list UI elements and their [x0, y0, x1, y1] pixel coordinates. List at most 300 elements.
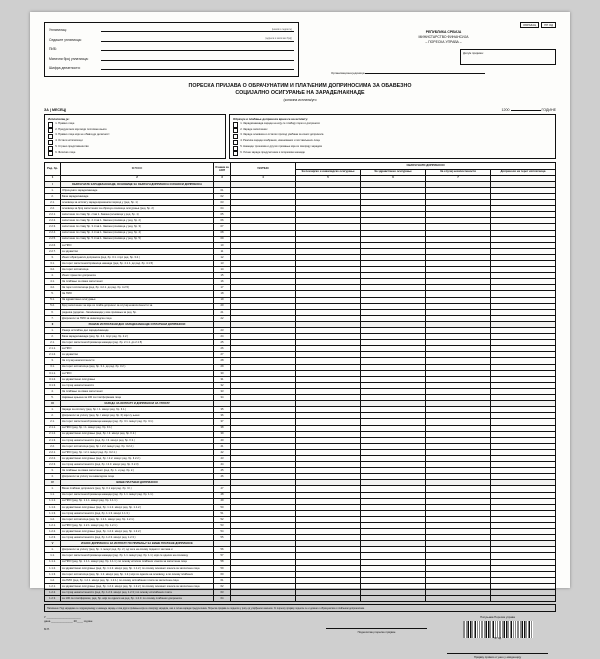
row-aop-code: 29 [214, 364, 231, 370]
row-description: ИЗНОС ДОПРИНОСА ЗА ИСПЛАТУ ПО ПРИМАЊУ ЗА ВИШЕ ПЛАЋЕНЕ ДОПРИНОСЕ [61, 541, 214, 547]
year-value[interactable]: 1200 [501, 107, 510, 112]
row-number: 1. [45, 486, 61, 492]
pib-label: ПИБ: [49, 47, 58, 51]
row-description: за 100 са платформом, ред. бр. који се односи на ред. бр. 1.2.3. по основу плаћених доприноса [61, 596, 214, 602]
checkbox-icon[interactable] [233, 146, 238, 151]
row-number: 1.2.1. [45, 523, 61, 529]
calculation-basis-label: 3. Зараде оснивача и осталих приход увећана за износ доприноса [240, 133, 324, 137]
year-input[interactable] [511, 105, 541, 111]
declaration-table-body [45, 181, 556, 601]
row-description: За плаћање за сваке запосленог (ред. бр. 1. и ред. бр. 2.) [61, 468, 214, 474]
row-number: 1. [45, 547, 61, 553]
row-description: На терет исплатиоца (ред. бр. 1.2.1. минус ред. бр. 1.2.1.) [61, 516, 214, 522]
row-number: 3.1. [45, 364, 61, 370]
org-unit-row[interactable] [331, 68, 556, 75]
payer-type-label: 4. Остали исплатиоци [55, 139, 83, 143]
barcode-caption: ПП ОД [493, 638, 502, 641]
row-aop-code: 55 [214, 535, 231, 541]
checkbox-icon[interactable] [48, 140, 53, 145]
row-aop-code: 17 [214, 285, 231, 291]
row-amount-cell[interactable] [361, 596, 426, 602]
org-unit-input[interactable] [365, 68, 485, 74]
row-description: за случај незапослености (ред. бр. I.3. минус ред. бр. II.3.) [61, 437, 214, 443]
row-description: За плаћање за сваке запосленог [61, 279, 214, 285]
checkbox-icon[interactable] [48, 122, 53, 127]
row-number: 2.2.1. [45, 449, 61, 455]
row-aop-code: 07 [214, 224, 231, 230]
calculation-basis-box [229, 114, 556, 160]
row-aop-code: 52 [214, 516, 231, 522]
row-aop-code: 31 [214, 376, 231, 382]
payer-seat-label: Седиште уплатиоца: [49, 37, 82, 42]
row-description: за здравствено осигурање (ред. бр. 1.1.2. минус ред. бр. 1.1.2.) по основу основног износа за запослена лица [61, 565, 214, 571]
row-aop-code: 34 [214, 395, 231, 401]
footer-right [439, 615, 556, 659]
page-title [44, 83, 556, 97]
col-header-opis: О П И С [61, 163, 214, 175]
checkbox-icon[interactable] [48, 128, 53, 133]
row-aop-code: 40 [214, 437, 231, 443]
col-header-rb: Ред. бр. [45, 163, 61, 175]
row-number: I [45, 181, 61, 187]
checkbox-icon[interactable] [233, 134, 238, 139]
row-description: Доприноси за ПИО за инвалидска лица [61, 315, 214, 321]
row-aop-code: 50 [214, 504, 231, 510]
receipt-date-label: Датум пријема: [463, 51, 484, 56]
row-aop-code: 14 [214, 267, 231, 273]
calculation-basis-label: 2. Зараде запослених [240, 127, 268, 131]
row-number: 3.2. [45, 267, 61, 273]
row-number: 2.1.1. [45, 425, 61, 431]
barcode-icon [463, 621, 533, 638]
row-number: 5.2. [45, 303, 61, 309]
row-number: 2.2.6. [45, 242, 61, 248]
row-description: Више плаћени доприноси (ред. бр. II.1 који ред. бр. I.II.) [61, 486, 214, 492]
row-description: за ПИО (ред. бр. I.1. минус ред. бр. II.1.) [61, 425, 214, 431]
row-description: За терет исплатиоца (ред. бр. 4.2.1. до ред. бр. 4.2.5) [61, 285, 214, 291]
row-description: На терет исплатиоца (ред. бр. 1.2. минус ред. бр. 1.2.) који се односе на основицу, а по основу плаћених [61, 571, 214, 577]
row-aop-code: 28 [214, 358, 231, 364]
colnum-3: 3 [214, 175, 231, 181]
row-aop-code: 48 [214, 492, 231, 498]
row-aop-code: 56 [214, 547, 231, 553]
payer-type-box [44, 114, 226, 160]
row-aop-code: 20 [214, 303, 231, 309]
row-description: запослени по ставу бр. 5 став 1. Закона (основица у ред. бр. 5) [61, 236, 214, 242]
row-number: 2.1.2. [45, 431, 61, 437]
row-number: 1.2. [45, 516, 61, 522]
colnum-1: 1 [45, 175, 61, 181]
form-header [44, 22, 556, 77]
row-amount-cell[interactable] [231, 596, 296, 602]
row-number: 2.1.3. [45, 437, 61, 443]
row-description: Број запослених за које се плаћа допринос за случај незапослености за [61, 303, 214, 309]
row-description: радника (додатак - база/накнада у име примања за ред. бр. [61, 309, 214, 315]
row-description: запослени по ставу бр. 2 став 1. Закона (основица у ред. бр. 2) [61, 218, 214, 224]
row-aop-code: 36 [214, 413, 231, 419]
receiver-label: Пријаву примио и унео у евиденцију [473, 655, 522, 659]
payer-type-label: 1. Правно лице [55, 121, 75, 125]
row-description: основица за број запослених за обрачун основице осигурања (ред. бр. 2) [61, 206, 214, 212]
row-aop-code: 11 [214, 248, 231, 254]
row-aop-code: 35 [214, 407, 231, 413]
row-description: за здравствено осигурање [61, 376, 214, 382]
year-label: ГОДИНЕ [541, 107, 556, 112]
row-description: за здравствено осигурање (ред. бр. 1.2.2. минус ред. бр. 1.2.2.) [61, 529, 214, 535]
org-unit-label: Организациона јединица [331, 71, 365, 76]
country-name: РЕПУБЛИКА СРБИЈА [425, 30, 462, 34]
row-description: Износ пренетих доприноса [61, 273, 214, 279]
form-page [30, 12, 570, 659]
row-description: Зараде за исплату (ред. бр. I.1. минус ред. бр. II.1.) [61, 407, 214, 413]
row-aop-code: 39 [214, 431, 231, 437]
row-aop-code: 12 [214, 254, 231, 260]
row-aop-code: 27 [214, 352, 231, 358]
form-footer [44, 615, 556, 659]
row-aop-code: 41 [214, 443, 231, 449]
row-description: за случај незапослености (ред. бр. 1.1.3. минус 1.1.3.) [61, 510, 214, 516]
row-description: За здравствено осигурање [61, 297, 214, 303]
page-title-line2: СОЦИЈАЛНО ОСИГУРАЊЕ НА ЗАРАДЕ/НАКНАДЕ [235, 89, 365, 96]
row-aop-code: 54 [214, 529, 231, 535]
row-number: 4. [45, 273, 61, 279]
payer-field-row[interactable] [49, 64, 294, 70]
row-description: ЗАРАДА ЗА ИСПЛАТУ И ДОПРИНОСИ ЗА УПЛАТУ [61, 401, 214, 407]
row-aop-code: 01 [214, 187, 231, 193]
colnum-7: 7 [426, 175, 491, 181]
row-number: 3. [45, 358, 61, 364]
row-aop-code: 26 [214, 346, 231, 352]
row-number: 2.2.5. [45, 236, 61, 242]
authority-block [331, 30, 556, 45]
row-aop-code: 18 [214, 291, 231, 297]
row-number: 2.2.3. [45, 462, 61, 468]
row-aop-code: 58 [214, 559, 231, 565]
row-aop-code: 02 [214, 193, 231, 199]
registration-number-label: Матични број уплатиоца: [49, 56, 89, 61]
row-number: 1.2.3. [45, 596, 61, 602]
row-number: 1.2.3. [45, 535, 61, 541]
place-field[interactable]: У ______________________ [44, 615, 81, 620]
payer-type-label: 6. Физичко лице [55, 150, 76, 154]
row-aop-code: 59 [214, 565, 231, 571]
month-label: ЗА ( МЕСЕЦ) [44, 107, 67, 112]
row-aop-code: 57 [214, 553, 231, 559]
table-row [45, 596, 556, 602]
row-number: 7. [45, 315, 61, 321]
row-aop-code: 64 [214, 596, 231, 602]
row-aop-code: 51 [214, 510, 231, 516]
row-description: ВИШЕ ПЛАЋЕНИ ДОПРИНОСИ [61, 480, 214, 486]
row-description: за ПИО (ред. бр. 1.1.1. минус ред. бр. 1.1.1.) по основу исплате плаћеног износа за запослена лица [61, 559, 214, 565]
row-aop-code: 62 [214, 583, 231, 589]
row-description: За ПИО [61, 291, 214, 297]
row-number: 3.1.2. [45, 376, 61, 382]
row-description: На терет запосленог/примаоца накнаде (ред. бр. II.1. минус ред. бр. II.1.) [61, 419, 214, 425]
row-number: 1.2.2. [45, 590, 61, 596]
row-aop-code: 04 [214, 206, 231, 212]
payer-field-row[interactable] [49, 26, 294, 32]
row-number: 2.2.4. [45, 230, 61, 236]
row-description: за здравствено осигурање (ред. бр. I.2.2. минус ред. бр. II.2.2.) [61, 455, 214, 461]
payer-type-label: 3. Правно лице које не обављује делатност [55, 133, 110, 137]
row-aop-code: 45 [214, 468, 231, 474]
row-number: 4. [45, 474, 61, 480]
payer-name-input[interactable] [101, 26, 294, 32]
row-number: 1. [45, 187, 61, 193]
signature-label: Подносилац пореске пријаве [357, 630, 396, 635]
row-aop-code: 49 [214, 498, 231, 504]
row-aop-code: 61 [214, 577, 231, 583]
checkbox-icon[interactable] [48, 146, 53, 151]
row-description: за здравство [61, 248, 214, 254]
checkbox-icon[interactable] [233, 128, 238, 133]
row-number: 2.2.1. [45, 212, 61, 218]
col-header-group: ОБРАЧУНАТИ ДОПРИНОСИ [296, 163, 556, 169]
payer-seat-input[interactable] [101, 36, 294, 42]
row-number: 1.1.2. [45, 504, 61, 510]
row-number: 3.1.3. [45, 382, 61, 388]
row-number: 2.2. [45, 206, 61, 212]
row-description: за случај незапослености (ред. бр. 1.2.3. минус ред. 1.2.3.) [61, 535, 214, 541]
signature-input[interactable] [326, 621, 427, 629]
row-aop-code: 42 [214, 449, 231, 455]
row-number: 5. [45, 291, 61, 297]
declaration-table-head [45, 163, 556, 181]
row-description: за случај незапослености (ред. бр. I.2.3. минус ред. бр. II.2.3) [61, 462, 214, 468]
row-aop-code: 03 [214, 200, 231, 206]
row-number: V [45, 541, 61, 547]
row-description: На терет запосленог/примаоца накнаде (ред. бр. 1.1. минус ред. бр. 1.1.) који се односе на основицу [61, 553, 214, 559]
form-code [331, 22, 556, 28]
row-aop-code: 16 [214, 279, 231, 285]
row-number: 1.1.3. [45, 510, 61, 516]
row-number: II [45, 321, 61, 327]
row-number: 1.1. [45, 553, 61, 559]
colnum-5: 5 [296, 175, 361, 181]
row-aop-code: 09 [214, 236, 231, 242]
row-number: 4.2. [45, 285, 61, 291]
row-description: База зараде/накнаде (ред. бр. 2.1. плус ред. бр. 2.2.) [61, 334, 214, 340]
row-number: 2.1. [45, 419, 61, 425]
calculation-basis-label: 5. Накнаде трошкова и других примања која се сматрају зарадом [240, 144, 322, 148]
col-header-health: За здравствено осигурање [361, 169, 426, 175]
row-aop-code: 43 [214, 455, 231, 461]
period-row [44, 105, 556, 112]
date-field[interactable]: дана ______________ 20____ године [44, 619, 93, 624]
row-number: 4.1. [45, 279, 61, 285]
row-amount-cell[interactable] [296, 596, 361, 602]
form-code-label: ОБРАЗАЦ [520, 22, 539, 28]
row-aop-code: 37 [214, 419, 231, 425]
payer-type-option[interactable] [48, 151, 222, 157]
row-description: ОБРАЧУНАТЕ ЗАРАДЕ/НАКНАДЕ, ОСНОВИЦЕ ЗА ОБРАЧУН ДОПРИНОСА И ИЗНОСИ ДОПРИНОСА [61, 181, 214, 187]
tax-administration-name: – ПОРЕСКА УПРАВА – [425, 40, 462, 45]
row-description: На терет исплатиоца (ред. бр. 3.1. до ред. бр. 3.2.) [61, 364, 214, 370]
row-aop-code: 08 [214, 230, 231, 236]
row-number: 2.2.3. [45, 224, 61, 230]
ministry-name: МИНИСТАРСТВО ФИНАНСИЈА [418, 35, 469, 40]
row-aop-code: 23 [214, 328, 231, 334]
row-description: за ПИО [61, 370, 214, 376]
info-boxes [44, 114, 556, 160]
row-number: 1.1.1. [45, 559, 61, 565]
calculation-basis-option[interactable] [233, 151, 552, 157]
payer-type-label: 5. Страно представништво [55, 144, 89, 148]
row-aop-code: 53 [214, 523, 231, 529]
row-description: за здравствено осигурање (ред. бр. 1.2.2. минус ред. бр. 1.2.2.) по основу основног износа за запослена лица [61, 583, 214, 589]
row-description: Најмања цењена за 100 са платформама лица [61, 395, 214, 401]
colnum-2: 2 [61, 175, 214, 181]
row-aop-code: 46 [214, 474, 231, 480]
row-number: 2.2.7. [45, 248, 61, 254]
checkbox-icon[interactable] [233, 151, 238, 156]
row-description: На терет исплатиоца (ред. бр. I.2.2. минус ред. бр. II.2.2.) [61, 443, 214, 449]
form-code-value: ПП ОД [541, 22, 556, 28]
row-aop-code: 60 [214, 571, 231, 577]
row-description: основица за исплату зарада временски период у (ред. бр. 1) [61, 200, 214, 206]
row-aop-code: 21 [214, 309, 231, 315]
row-number: 2. [45, 193, 61, 199]
row-number: 2.2.2. [45, 218, 61, 224]
tax-office-label: Попуњава Пореска управа [480, 615, 515, 620]
row-description: На терет запосленог/примаоца накнаде (ред. бр. 2.1.1. до 2.1.5) [61, 340, 214, 346]
row-number: 4. [45, 388, 61, 394]
row-description: Доприноси за уплату (ред. бр. I минус ред. бр. II) који су њени [61, 413, 214, 419]
row-aop-code: 30 [214, 370, 231, 376]
row-aop-code: 22 [214, 315, 231, 321]
row-aop-code: 13 [214, 260, 231, 266]
row-description: На терет запослених/примаоца накнада (ред. бр. 4.1.1. до ред. бр. 4.1.5) [61, 260, 214, 266]
receiver-signature-input[interactable] [447, 646, 548, 654]
row-number: 1.1.1. [45, 498, 61, 504]
row-number: 2.1.1. [45, 346, 61, 352]
row-description: за здравствено осигурање (ред. бр. I.2. минус ред. бр. II.2.) [61, 431, 214, 437]
period-values [502, 105, 556, 112]
row-number: 5. [45, 395, 61, 401]
pib-input[interactable] [101, 45, 294, 51]
row-number: 2. [45, 334, 61, 340]
row-description: База зараде/накнаде [61, 193, 214, 199]
row-number: 2. [45, 413, 61, 419]
row-amount-cell[interactable] [426, 596, 491, 602]
row-number: 3.1. [45, 260, 61, 266]
col-header-pio: За пензијско и инвалидско осигурање [296, 169, 361, 175]
payer-name-label: Уплатилац: [49, 28, 67, 32]
checkbox-icon[interactable] [48, 151, 53, 156]
row-description: за случај незапослености [61, 382, 214, 388]
row-aop-code: 25 [214, 340, 231, 346]
payer-seat-hint: (адреса и матични број) [265, 37, 292, 40]
row-aop-code: 32 [214, 382, 231, 388]
colnum-4: 4 [231, 175, 296, 181]
row-description: На ПИО (ред. бр. 1.2.1. минус ред. бр. 1.2.1.) по основу исплаћених плата за запослена лица [61, 577, 214, 583]
row-description: За плаћање за сваке запосленог [61, 388, 214, 394]
calculation-basis-title: Обрачун и плаћање доприноса врши се на исплату: [233, 116, 309, 121]
row-number: 1.2.2. [45, 529, 61, 535]
row-aop-code: 24 [214, 334, 231, 340]
calculation-basis-label: 4. Разлике зараде изабраних, именованих и постављених лица [240, 139, 320, 143]
row-description: запослени по ставу бр. 3 став 1. Закона (основица у ред. бр. 3) [61, 224, 214, 230]
authority-info-box [331, 22, 556, 75]
row-description: за здравствено осигурање (ред. бр. 1.1.2. минус ред. бр. 1.1.2.) [61, 504, 214, 510]
row-aop-code: 15 [214, 273, 231, 279]
checkbox-icon[interactable] [233, 122, 238, 127]
checkbox-icon[interactable] [233, 140, 238, 145]
row-number: 3.1.1. [45, 370, 61, 376]
row-number: 2.2. [45, 443, 61, 449]
activity-code-input[interactable] [101, 64, 294, 70]
page-subtitle: (коначна исплата/уго [283, 97, 317, 102]
row-description: Доприноси за уплату (ред. бр. 1. минус ред. бр. 2.) од чега на основу поднетог захтева и [61, 547, 214, 553]
row-number: IV [45, 480, 61, 486]
stamp-mark: М.П. [44, 627, 50, 632]
form-note: Напомена: Под зарадама се подразумевају и накнаде зараде и сва друга примања која се сматрају зарадом, као и лична зарада предузетника. Пореска пријава се подноси у року од утврђеном законом. Уз пореску пријаву подносе се и докази о обрачунатим и плаћеним доприносима. [44, 604, 556, 612]
receipt-date-box[interactable] [460, 49, 556, 65]
payer-name-hint: (назив и седиште) [271, 27, 292, 31]
row-description: за случај незапослености (ред. бр. 1.2.3. минус ред. 1.2.3.) по основу исплаћених плата [61, 590, 214, 596]
row-description: за ПИО [61, 242, 214, 248]
row-description: запослени по ставу бр. 4 став 1. Закона (основица у ред. бр. 4) [61, 230, 214, 236]
form-sheet [44, 22, 556, 659]
row-description: РАНИЈЕ ИСПЛАЋЕНИ ДЕО ЗАРАДЕ/НАКНАДЕ И ПЛАЋЕНИ ДОПРИНОСИ [61, 321, 214, 327]
row-number: 2.1. [45, 340, 61, 346]
checkbox-icon[interactable] [48, 134, 53, 139]
row-number: 1.2. [45, 577, 61, 583]
row-aop-code: 63 [214, 590, 231, 596]
row-number: 1.1.2. [45, 565, 61, 571]
row-number: 2.2.2. [45, 455, 61, 461]
row-number: 6. [45, 309, 61, 315]
declaration-table [44, 162, 556, 602]
page-title-line1: ПОРЕСКА ПРИЈАВА О ОБРАЧУНАТИМ И ПЛАЋЕНИМ ДОПРИНОСИМА ЗА ОБАВЕЗНО [188, 82, 412, 89]
row-aop-code: 19 [214, 297, 231, 303]
row-number: 1. [45, 407, 61, 413]
calculation-basis-label: 1. Зарада/накнада зараде на коју се плаћају порез и доприноси [240, 121, 320, 125]
registration-number-input[interactable] [101, 55, 294, 61]
row-number: 1. [45, 328, 61, 334]
row-description: запослени по ставу бр. став 1. Закона (основица у ред. бр. 1) [61, 212, 214, 218]
row-number: 2.1.2. [45, 352, 61, 358]
row-description: Доприноси за уплату за инвалидска лица [61, 474, 214, 480]
payer-type-label: 2. Предузетник који води пословне књиге [55, 127, 107, 131]
payer-field-row[interactable] [49, 36, 294, 42]
row-description: Обрачунате зараде/накнаде [61, 187, 214, 193]
row-description: за ПИО (ред. бр. I.2.1. минус ред. бр. II.2.1.) [61, 449, 214, 455]
row-description: За случај незапослености [61, 358, 214, 364]
row-description: за ПИО [61, 346, 214, 352]
row-amount-cell[interactable] [491, 596, 556, 602]
row-description: за ПИО (ред. бр. 1.1.1. минус ред. бр. 1.1.1.) [61, 498, 214, 504]
col-header-unemployment: За случај незапослености [426, 169, 491, 175]
payer-field-row[interactable] [49, 55, 294, 61]
row-description: за здравство [61, 352, 214, 358]
row-description: Раније исплаћен део зараде/накнаде [61, 328, 214, 334]
row-aop-code: 33 [214, 388, 231, 394]
row-description: за ПИО (ред. бр. 1.2.1. минус ред. бр. 1.2.1.) [61, 523, 214, 529]
row-number: 1.2.1. [45, 583, 61, 589]
payer-field-row[interactable] [49, 45, 294, 51]
row-number: III [45, 401, 61, 407]
row-aop-code: 10 [214, 242, 231, 248]
row-number: 1.1. [45, 492, 61, 498]
row-description: На терет запосленог/примаоца накнаде (ред. бр. 1.1. минус ред. бр. 1.1.) [61, 492, 214, 498]
footer-signature [318, 615, 435, 659]
row-aop-code: 06 [214, 218, 231, 224]
calculation-basis-label: 6. Личне зараде предузетника и опорезиве накнаде [240, 150, 305, 154]
payer-info-box [44, 22, 299, 77]
col-header-ukupno: УКУПНО [231, 163, 296, 175]
